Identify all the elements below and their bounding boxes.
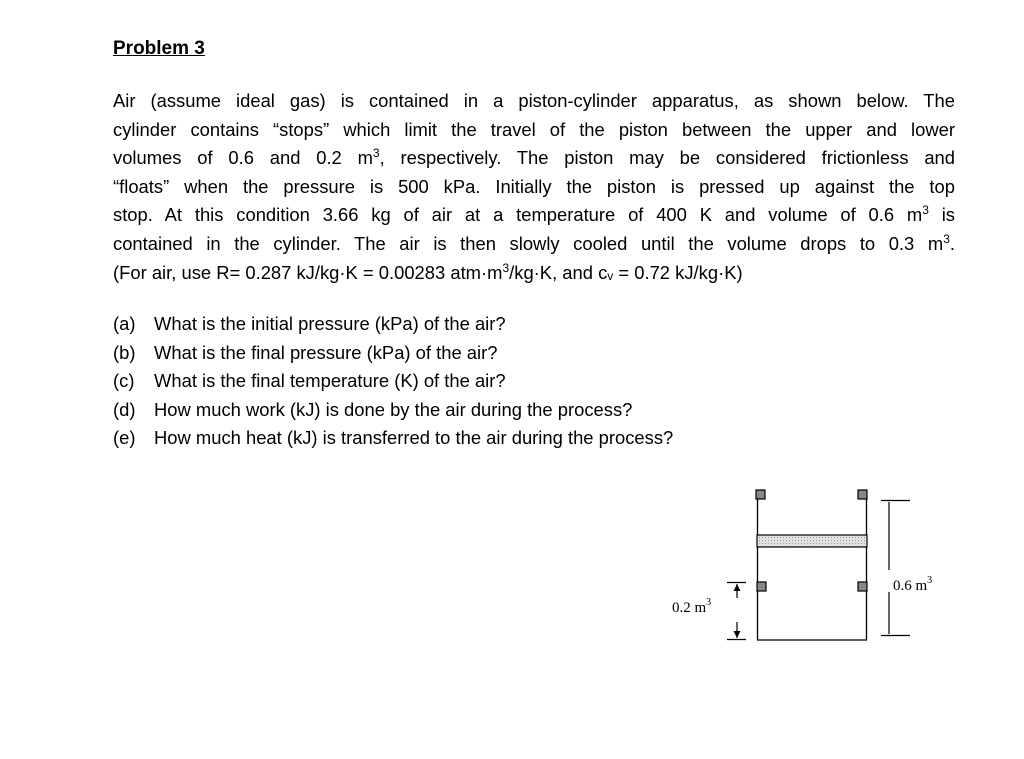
bottom-stop-left <box>757 582 766 591</box>
question-text: What is the initial pressure (kPa) of the air? <box>154 313 506 334</box>
statement-line: (For air, use R= 0.287 kJ/kg·K = 0.00283 $atm\cdot m^3/kg\cdot K$, and $c_v = 0.72$ kJ/kg·K) <box>113 260 743 283</box>
statement-line: contained in the cylinder. The air is then slowly cooled until the volume drops to 0.3 $m^3$. <box>113 231 955 254</box>
question-text: How much work (kJ) is done by the air during the process? <box>154 398 633 420</box>
top-stop-left <box>756 490 765 499</box>
statement-line: volumes of 0.6 and 0.2 $m^3$, respectively. The piston may be considered frictionless and <box>113 146 956 169</box>
question-text: How much heat (kJ) is transferred to the air during the process? <box>154 427 674 449</box>
statement-line: “floats” when the pressure is 500 kPa. Initially the piston is pressed up against the top <box>113 175 955 197</box>
question-label: (c) <box>113 370 135 392</box>
question-label: (b) <box>113 341 136 363</box>
question-label: (d) <box>113 398 136 420</box>
statement-line: stop. At this condition 3.66 kg of air at a temperature of 400 K and volume of 0.6 $m^3$ is <box>113 203 955 226</box>
dimension-label-0-2: 0.2 $m^3$ <box>672 597 712 616</box>
statement-line: cylinder contains “stops” which limit the travel of the piston between the upper and lower <box>113 118 955 140</box>
top-stop-right <box>858 490 867 499</box>
dimension-0-2 <box>727 583 746 640</box>
piston <box>757 535 867 547</box>
problem-title: Problem 3 <box>113 38 205 59</box>
question-text: What is the final pressure (kPa) of the air? <box>154 341 498 363</box>
dimension-0-6 <box>881 501 910 636</box>
question-label: (e) <box>113 427 136 449</box>
question-label: (a) <box>113 313 136 334</box>
bottom-stop-right <box>858 582 867 591</box>
question-text: What is the final temperature (K) of the air? <box>154 370 506 392</box>
dimension-label-0-6: 0.6 $m^3$ <box>893 575 933 594</box>
statement-line: Air (assume ideal gas) is contained in a piston-cylinder apparatus, as shown below. The <box>113 90 955 111</box>
cylinder <box>757 490 867 640</box>
